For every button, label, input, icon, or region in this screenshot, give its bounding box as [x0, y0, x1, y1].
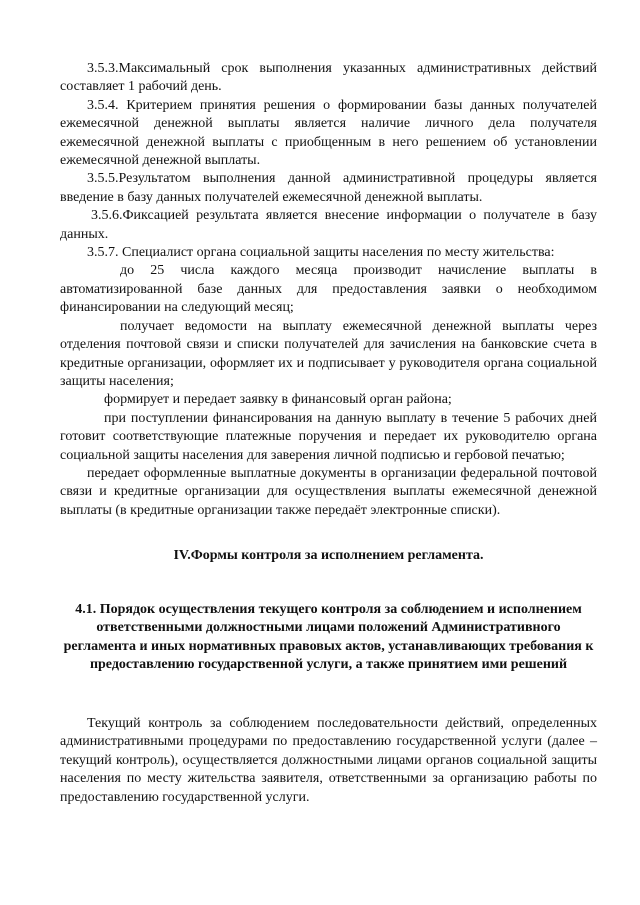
- paragraph-3-5-5: 3.5.5.Результатом выполнения данной административной процедуры является введение в базу данных получателей ежемесячной денежной выплаты.: [60, 171, 597, 205]
- body-spacer: [60, 675, 597, 715]
- paragraph-item-1: до 25 числа каждого месяца производит начисление выплаты в автоматизированной базе данных для предоставления заявки о необходимом финансировании на следующий месяц;: [60, 263, 597, 316]
- paragraph-3-5-4: 3.5.4. Критерием принятия решения о формировании базы данных получателей ежемесячной денежной выплаты является наличие личного дела получателя ежемесячной денежной выплаты с приобщенным в него решением об установлении ежемесячной денежной выплаты.: [60, 97, 597, 169]
- subsection-spacer: [60, 566, 597, 601]
- paragraph-item-4: при поступлении финансирования на данную выплату в течение 5 рабочих дней готовит соответствующие платежные поручения и передает их руководителю органа социальной защиты населения для заверения личной подписью и гербовой печатью;: [60, 410, 597, 463]
- paragraph-item-3: формирует и передает заявку в финансовый орган района;: [104, 392, 452, 408]
- section-title: IV.Формы контроля за исполнением регламента.: [173, 548, 484, 564]
- subsection-title: 4.1. Порядок осуществления текущего контроля за соблюдением и исполнением ответственными должностными лицами положений Административного регламента и иных нормативных правовых актов, устанавливающих требования к предоставлению государственной услуги, а также принятием ими решений: [63, 601, 594, 673]
- paragraph-3-5-6: 3.5.6.Фиксацией результата является внесение информации о получателе в базу данных.: [60, 208, 597, 242]
- paragraph-current-control: Текущий контроль за соблюдением последовательности действий, определенных административными процедурами по предоставлению государственной услуги (далее – текущий контроль), осуществляется должностными лицами органов социальной защиты населения по месту жительства заявителя, ответственными за организацию работы по предоставлению государственной услуги.: [60, 715, 597, 805]
- document-content: [60, 60, 597, 807]
- paragraph-3-5-7: 3.5.7. Специалист органа социальной защиты населения по месту жительства:: [87, 245, 555, 261]
- paragraph-3-5-3: 3.5.3.Максимальный срок выполнения указанных административных действий составляет 1 рабочий день.: [60, 61, 597, 95]
- section-spacer: [60, 520, 597, 547]
- paragraph-item-2: получает ведомости на выплату ежемесячной денежной выплаты через отделения почтовой связи и списки получателей для зачисления на банковские счета в кредитные организации, оформляет их и подписывает у руководителя органа социальной защиты населения;: [60, 318, 597, 389]
- paragraph-item-5: передает оформленные выплатные документы в организации федеральной почтовой связи и кредитные организации для осуществления выплаты ежемесячной денежной выплаты (в кредитные организации также передаёт электронные списки).: [60, 465, 597, 518]
